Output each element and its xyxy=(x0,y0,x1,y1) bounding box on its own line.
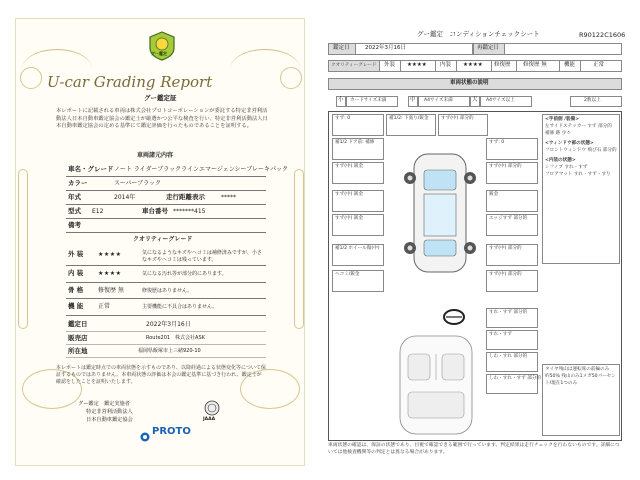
certificate-subtitle: グー鑑定証 xyxy=(144,94,177,102)
proto-mark-icon xyxy=(140,427,150,437)
frame-value: 修復歴 無 xyxy=(98,287,124,294)
issuer-line-3: 日本自動車鑑定協会 xyxy=(86,417,133,423)
proto-logo: PROTO xyxy=(152,426,191,437)
exterior-desc: 気になるようなキズやヘコミは補修済みですが、小さなキズやヘコミは残っています。 xyxy=(142,250,262,263)
note-right-1: すず: 0 xyxy=(489,140,505,145)
note-left-3: すず(中) 鈑金 xyxy=(335,164,364,169)
dealer-label: 販売店 xyxy=(68,334,88,342)
function-value: 正常 xyxy=(593,62,605,68)
interior-label: 内装 xyxy=(440,62,452,68)
sheet-disclaimer: 車両状態の確認は、保証の状態であり、目視で確認できる範囲で行っています。判定結果は走行チェックを行わないものです。詳細については他検査機関等の判定とは異なる場合があります。 xyxy=(328,443,620,455)
note-right-3: 鈑金 xyxy=(489,192,499,197)
tire-note-3: ト/現在1つのみ xyxy=(545,381,578,386)
interior-stars: ★★★★ xyxy=(463,62,483,68)
note-right-5: すず(中) 部分的 xyxy=(489,246,522,251)
vehicle-section-title: 車両諸元内容 xyxy=(137,152,174,159)
color-label: カラー xyxy=(68,179,88,187)
note-center-2: すず(中) 部分的 xyxy=(441,116,474,121)
scale-medium-label: 中 xyxy=(410,97,416,103)
address-label: 所在地 xyxy=(68,347,88,355)
note-left-5: すず(中) 鈑金 xyxy=(335,216,364,221)
quality-label: クオリティーグレード xyxy=(331,63,377,68)
dealer-value: Route201 株式会社ASK xyxy=(146,335,205,341)
side-note-4: <ウィンドウ部の状態> xyxy=(545,141,594,146)
mileage-label: 走行距離表示 xyxy=(166,193,205,201)
steering-wheel-icon xyxy=(442,308,466,326)
model-value: ノート ライダーブラックラインエマージェンシーブレーキパック xyxy=(114,166,289,173)
repair-value: 修復歴 無 xyxy=(523,62,547,68)
condition-title: 車両状態の説明 xyxy=(450,80,489,86)
side-note-2: 左サイドステッカー すず 部分的 xyxy=(545,124,612,129)
note-left-2: 補1/2 ドア前: 補修 xyxy=(335,140,375,145)
reinspection-label: 再鑑定日 xyxy=(477,45,500,51)
lower-note-1: すれ・すず 部分的 xyxy=(489,310,528,315)
address-value: 福岡県飯塚市上三緒920-10 xyxy=(138,348,201,354)
interior-desc: 気になる汚れ等が部分的にあります。 xyxy=(142,271,227,277)
function-value: 正常 xyxy=(98,303,111,310)
exterior-stars: ★★★★ xyxy=(407,62,427,68)
side-note-8: フロアマット すれ・すず・すり xyxy=(545,172,611,177)
scale-large-desc: A4サイズ以上 xyxy=(486,98,515,103)
note-right-6: すず(中) 部分的 xyxy=(489,272,522,277)
model-label: 車名・グレード xyxy=(68,165,114,173)
year-label: 年式 xyxy=(68,193,81,201)
tire-note-2: 約50% 残山のみ1メガ50パーセン xyxy=(545,374,616,379)
note-left-7: ヘコミ/鈑金 xyxy=(335,272,360,277)
type-value: E12 xyxy=(92,208,104,215)
scale-large-label: 大 xyxy=(472,97,478,103)
scale-small-desc: カードサイズ未満 xyxy=(350,98,387,103)
date-label: 鑑定日 xyxy=(333,45,350,51)
chassis-label: 車台番号 xyxy=(142,207,168,215)
type-label: 型式 xyxy=(68,207,81,215)
condition-sheet xyxy=(320,18,630,466)
lower-note-3: しわ・すれ 部分的 xyxy=(489,354,528,359)
inspection-date-label: 鑑定日 xyxy=(68,320,88,328)
jaaa-label: JAAA xyxy=(203,417,216,422)
flourish-ornament xyxy=(280,67,302,89)
certificate-footnote: 本レポートは鑑定時点での車両状態を示すものであり、以降経過による状態変化等について保証するものではありません。本車両状態の評価は本会の鑑定基準に基づき行われ、鑑定士が確認をしたことを証明いたします。 xyxy=(56,365,266,385)
repair-label: 修復歴 xyxy=(494,62,511,68)
note-left-4: すず(中) 鈑金 xyxy=(335,192,364,197)
function-label: 機 能 xyxy=(68,302,84,310)
side-note-7: シフノブ すれ・すず xyxy=(545,165,588,170)
scale-extra: 2数以上 xyxy=(584,98,601,103)
issuer-line-1: グー鑑定 鑑定実施者 xyxy=(78,401,130,407)
grading-certificate xyxy=(15,18,305,466)
certificate-title: U-car Grading Report xyxy=(47,73,213,91)
issuer-line-2: 特定非営利活動法人 xyxy=(86,409,133,415)
date-value: 2022年3月16日 xyxy=(365,45,406,51)
jaaa-seal-icon xyxy=(204,400,220,416)
inspection-date-value: 2022年3月16日 xyxy=(146,321,191,328)
remarks-label: 備考 xyxy=(68,221,81,229)
side-note-6: <内装の状態> xyxy=(545,158,576,163)
flourish-ornament xyxy=(20,67,42,89)
tire-note-1: タイヤ残山は運転席の前輪のみ xyxy=(545,367,610,372)
chassis-value: *******415 xyxy=(173,208,206,215)
certificate-intro: 本レポートに記載される車両は株式会社プロトコーポレーションが委託する特定非営利活動法人日本自動車鑑定協会の鑑定士が厳選かつ公平な検査を行い、特定非営利活動法人日本自動車鑑定協会の定める基準にて鑑定評価を行ったものであることを証明する。 xyxy=(56,108,268,129)
exterior-stars: ★★★★ xyxy=(98,251,122,258)
side-note-3: 補修 跡 少々 xyxy=(545,131,571,136)
note-left-6: 補1/2 ホイール傷(中) xyxy=(335,246,380,251)
note-center-1: 補1/2: 下張り/鈑金 xyxy=(389,116,429,121)
flourish-ornament xyxy=(18,169,28,329)
quality-grade-title: クオリティーグレード xyxy=(133,236,193,243)
frame-label: 骨 格 xyxy=(68,286,84,294)
exterior-label: 外 装 xyxy=(68,250,84,258)
note-right-4: エッジすず 部分的 xyxy=(489,216,528,221)
exterior-label: 外装 xyxy=(384,62,396,68)
car-interior-diagram xyxy=(390,332,482,438)
function-desc: 主要機能に不具合はありません。 xyxy=(142,304,218,310)
frame-desc: 修復歴はありません。 xyxy=(142,288,193,294)
function-label: 機能 xyxy=(564,62,576,68)
interior-label: 内 装 xyxy=(68,269,84,277)
year-value: 2014年 xyxy=(114,194,136,201)
side-note-1: <手前側 /装備> xyxy=(545,117,579,122)
lower-note-2: すれ・すず xyxy=(489,332,513,337)
badge-text: グー鑑定 xyxy=(151,51,167,56)
mileage-value: ***** xyxy=(221,194,236,201)
lower-note-4: しわ・すれ・すず 部分的 xyxy=(489,376,542,381)
note-left-1: すず: 0 xyxy=(335,116,351,121)
sheet-title: グー鑑定 コンディションチェックシート xyxy=(417,30,540,38)
sheet-id: R90122C1606 xyxy=(579,31,626,39)
scale-small-label: 小 xyxy=(338,97,344,103)
interior-stars: ★★★★ xyxy=(98,270,122,277)
car-top-view-diagram xyxy=(400,148,480,278)
color-value: スーパーブラック xyxy=(114,180,161,187)
flourish-ornament xyxy=(294,169,304,329)
scale-medium-desc: A4サイズ未満 xyxy=(424,98,453,103)
note-right-2: すず(中) 部分的 xyxy=(489,164,522,169)
goo-badge-icon xyxy=(147,31,177,61)
side-note-5: フロントウィンドウ 飛び石 部分的 xyxy=(545,148,617,153)
